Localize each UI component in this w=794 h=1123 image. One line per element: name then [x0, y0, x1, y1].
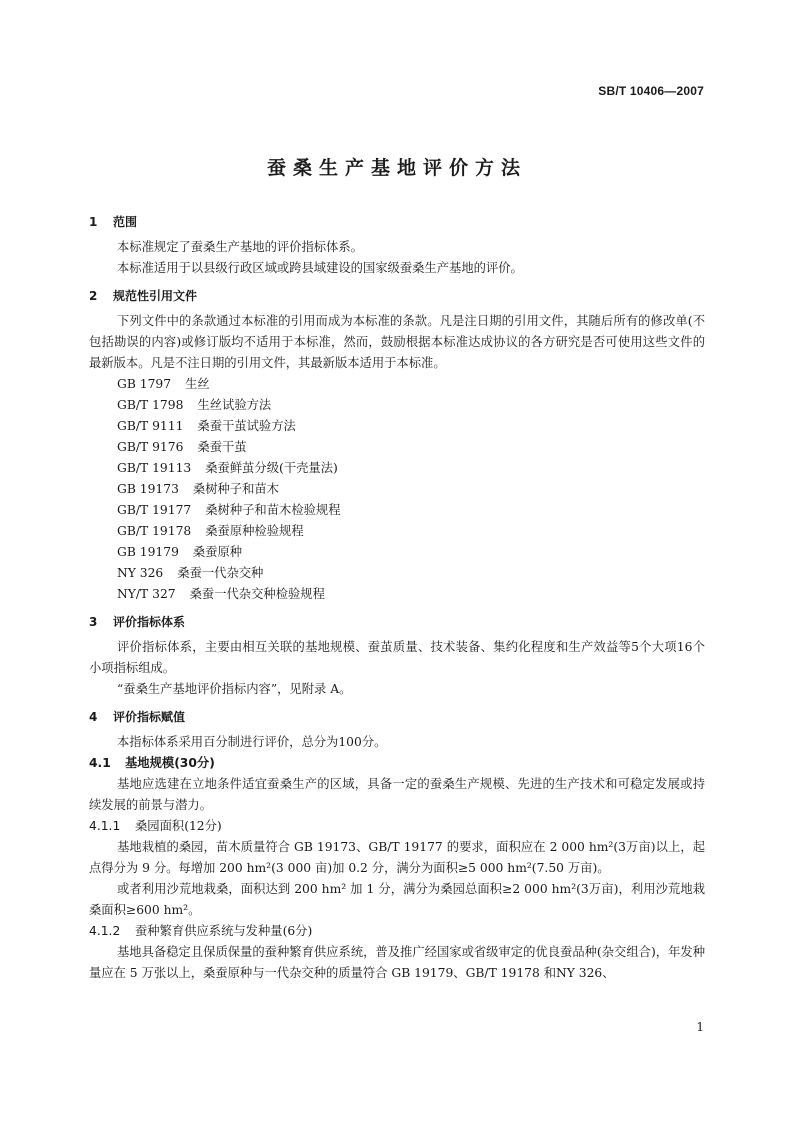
reference-item	[89, 437, 705, 458]
reference-name: 桑蚕原种检验规程	[205, 524, 304, 538]
reference-item	[89, 500, 705, 521]
reference-item	[89, 458, 705, 479]
section-number: 2	[89, 289, 98, 303]
section-number: 3	[89, 615, 98, 629]
reference-name: 生丝试验方法	[197, 398, 272, 412]
reference-item	[89, 416, 705, 437]
subsection-title: 桑园面积(12分)	[135, 819, 222, 833]
subsection-heading-4-1-1	[89, 816, 705, 837]
reference-code: GB/T 9111	[117, 419, 184, 433]
reference-name: 桑树种子和苗木	[192, 482, 279, 496]
reference-item	[89, 374, 705, 395]
paragraph: 本标准适用于以县级行政区域或跨县域建设的国家级蚕桑生产基地的评价。	[117, 261, 523, 275]
reference-item	[89, 563, 705, 584]
reference-name: 桑蚕原种	[192, 545, 243, 559]
section-title: 范围	[113, 215, 138, 229]
standard-code: SB/T 10406—2007	[598, 84, 704, 98]
subsection-title: 基地规模(30分)	[125, 756, 215, 770]
section-title: 规范性引用文件	[113, 289, 198, 303]
document-body	[89, 212, 705, 984]
reference-item	[89, 584, 705, 605]
subsection-title: 蚕种繁育供应系统与发种量(6分)	[135, 924, 313, 938]
paragraph: 下列文件中的条款通过本标准的引用而成为本标准的条款。凡是注日期的引用文件，其随后所有的修改单(不包括勘误的内容)或修订版均不适用于本标准，然而，鼓励根据本标准达成协议的各方研究是否可使用这些文件的最新版本。凡是不注日期的引用文件，其最新版本适用于本标准。	[89, 314, 705, 370]
section-heading-2	[89, 286, 705, 307]
reference-code: GB/T 19178	[117, 524, 192, 538]
reference-name: 桑蚕鲜茧分级(干壳量法)	[205, 461, 338, 475]
reference-code: GB/T 1798	[117, 398, 184, 412]
paragraph: 基地栽植的桑园，苗木质量符合 GB 19173、GB/T 19177 的要求，面积应在 2 000 hm²(3万亩)以上，起点得分为 9 分。每增加 200 hm²(3 000 亩)加 0.2 分，满分为面积≥5 000 hm²(7.50 万亩)。	[89, 840, 705, 875]
reference-name: 桑蚕一代杂交种检验规程	[189, 587, 325, 601]
subsection-number: 4.1	[89, 756, 111, 770]
reference-code: GB 1797	[117, 377, 172, 391]
paragraph: 本标准规定了蚕桑生产基地的评价指标体系。	[117, 240, 363, 254]
reference-item	[89, 395, 705, 416]
reference-code: GB/T 19113	[117, 461, 192, 475]
section-number: 1	[89, 215, 98, 229]
reference-code: GB/T 9176	[117, 440, 184, 454]
section-heading-4	[89, 707, 705, 728]
section-number: 4	[89, 710, 98, 724]
section-heading-3	[89, 612, 705, 633]
reference-name: 桑蚕一代杂交种	[177, 566, 264, 580]
reference-item	[89, 542, 705, 563]
paragraph: 评价指标体系，主要由相互关联的基地规模、蚕茧质量、技术装备、集约化程度和生产效益等5个大项16个小项指标组成。	[89, 640, 705, 675]
subsection-heading-4-1	[89, 753, 705, 774]
reference-code: NY/T 327	[117, 587, 176, 601]
section-heading-1	[89, 212, 705, 233]
paragraph: 基地具备稳定且保质保量的蚕种繁育供应系统，普及推广经国家或省级审定的优良蚕品种(杂交组合)，年发种量应在 5 万张以上，桑蚕原种与一代杂交种的质量符合 GB 19179、GB/T 19178 和NY 326、	[89, 945, 705, 980]
subsection-heading-4-1-2	[89, 921, 705, 942]
page-number: 1	[696, 1020, 704, 1034]
section-title: 评价指标赋值	[113, 710, 186, 724]
section-title: 评价指标体系	[113, 615, 186, 629]
subsection-number: 4.1.2	[89, 924, 121, 938]
paragraph: “蚕桑生产基地评价指标内容”，见附录 A。	[117, 682, 352, 696]
paragraph: 或者利用沙荒地栽桑，面积达到 200 hm² 加 1 分，满分为桑园总面积≥2 000 hm²(3万亩)，利用沙荒地栽桑面积≥600 hm²。	[89, 882, 705, 917]
reference-name: 桑树种子和苗木检验规程	[205, 503, 341, 517]
reference-code: GB 19179	[117, 545, 179, 559]
reference-code: NY 326	[117, 566, 164, 580]
reference-code: GB 19173	[117, 482, 179, 496]
reference-list	[89, 374, 705, 605]
reference-item	[89, 521, 705, 542]
reference-name: 桑蚕干茧试验方法	[197, 419, 296, 433]
reference-name: 桑蚕干茧	[197, 440, 247, 454]
paragraph: 本指标体系采用百分制进行评价，总分为100分。	[117, 735, 387, 749]
paragraph: 基地应选建在立地条件适宜蚕桑生产的区域，具备一定的蚕桑生产规模、先进的生产技术和可稳定发展或持续发展的前景与潜力。	[89, 777, 705, 812]
subsection-number: 4.1.1	[89, 819, 121, 833]
document-title: 蚕桑生产基地评价方法	[266, 157, 527, 179]
reference-item	[89, 479, 705, 500]
reference-code: GB/T 19177	[117, 503, 192, 517]
reference-name: 生丝	[185, 377, 210, 391]
